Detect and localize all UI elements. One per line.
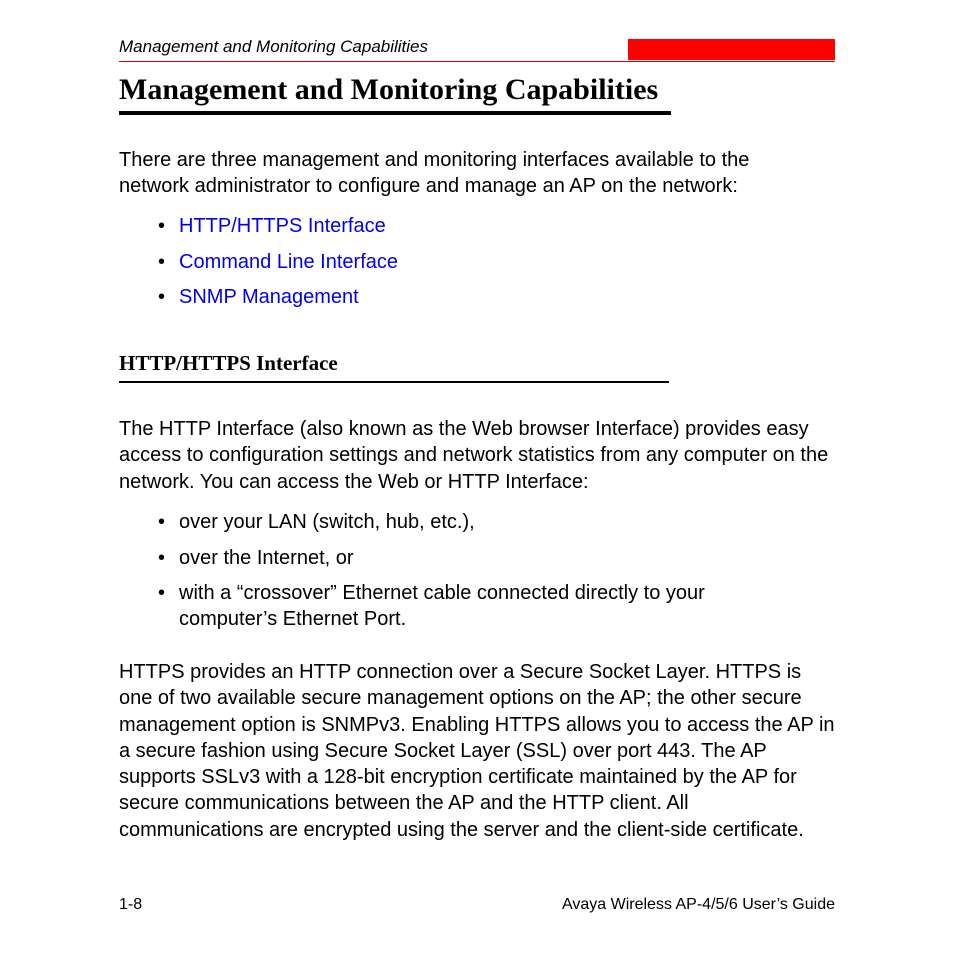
http-interface-paragraph: The HTTP Interface (also known as the Web browser Interface) provides easy access to configuration settings and network statistics from any computer on the network. You can access the Web or HTTP Interface: — [119, 418, 829, 493]
https-paragraph: HTTPS provides an HTTP connection over a Secure Socket Layer. HTTPS is one of two available secure management options on the AP; the other secure management option is SNMPv3. Enabling HTTPS allows you to access the AP in a secure fashion using Secure Socket Layer (SSL) over port 443. The AP supports SSLv3 with a 128-bit encryption certificate maintained by the AP for secure communications between the AP and the HTTP client. All communications are encrypted using the server and the client-side certificate. — [119, 661, 835, 841]
section-underline — [119, 381, 669, 383]
bullet: • — [158, 511, 166, 533]
list-item — [158, 545, 779, 571]
list-item-text: over the Internet, or — [179, 546, 354, 569]
page-title: Management and Monitoring Capabilities — [119, 73, 659, 106]
list-item — [158, 580, 779, 632]
bullet: • — [158, 286, 166, 308]
link-http-https-interface[interactable]: HTTP/HTTPS Interface — [179, 215, 386, 237]
link-command-line-interface[interactable]: Command Line Interface — [179, 250, 399, 273]
list-item — [158, 249, 398, 275]
bullet: • — [158, 215, 166, 237]
header-rule — [119, 61, 835, 62]
footer-page-number: 1-8 — [119, 896, 143, 913]
title-underline — [119, 111, 671, 115]
list-item — [158, 509, 779, 535]
bullet: • — [158, 546, 166, 569]
interface-link-list — [158, 213, 398, 310]
list-item — [158, 284, 398, 310]
list-item-text: over your LAN (switch, hub, etc.), — [179, 511, 475, 533]
header-accent-bar — [628, 39, 835, 60]
running-header-title: Management and Monitoring Capabilities — [119, 37, 429, 56]
link-snmp-management[interactable]: SNMP Management — [179, 286, 359, 308]
intro-paragraph: There are three management and monitoring interfaces available to the network administrator to configure and manage an AP on the network: — [119, 149, 750, 198]
section-heading: HTTP/HTTPS Interface — [119, 351, 338, 375]
list-item — [158, 213, 398, 239]
access-method-list — [158, 509, 779, 632]
bullet: • — [158, 582, 166, 604]
footer-guide-title: Avaya Wireless AP-4/5/6 User’s Guide — [561, 896, 835, 913]
list-item-text: with a “crossover” Ethernet cable connected directly to your computer’s Ethernet Port. — [179, 582, 705, 630]
bullet: • — [158, 250, 166, 273]
